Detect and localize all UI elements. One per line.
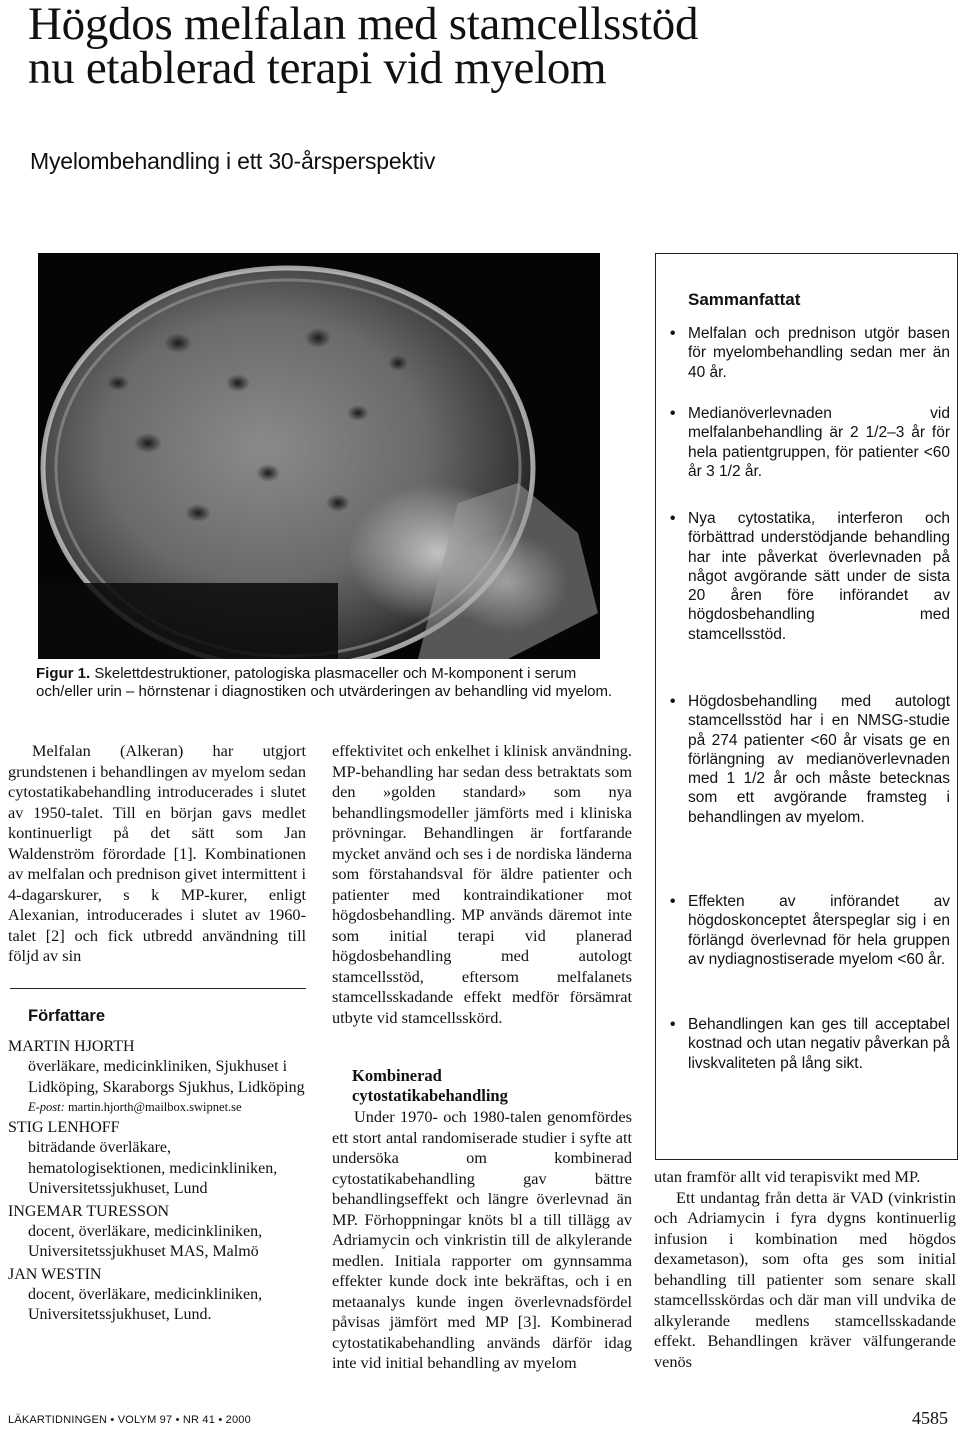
article-subtitle: Myelombehandling i ett 30-årsperspektiv [30, 148, 436, 174]
body-column-1 [8, 741, 306, 967]
title-line-1: Högdos melfalan med stamcellsstöd [28, 0, 699, 50]
title-line-2: nu etablerad terapi vid myelom [28, 42, 607, 94]
author-affiliation: biträdande överläkare, hematologisektionen, medicinkliniken, Universitetssjukhuset, Lund [28, 1139, 278, 1197]
author-name: MARTIN HJORTH [8, 1038, 135, 1055]
authors-divider [10, 988, 306, 989]
summary-bullet-6 [670, 1015, 950, 1073]
summary-bullet-text: Nya cytostatika, interferon och förbättrad understödjande behandling har inte påverkat överlevnaden på något avgörande sätt under de sista 20 åren före införandet av högdosbehandling med stamcellsstöd. [688, 510, 950, 643]
page-number: 4585 [912, 1408, 948, 1428]
summary-bullet-5 [670, 892, 950, 969]
bullet-dot: • [670, 405, 676, 422]
author-name: STIG LENHOFF [8, 1119, 120, 1136]
author-name: INGEMAR TURESSON [8, 1202, 170, 1220]
section-heading-line-1: Kombinerad [352, 1066, 442, 1085]
summary-bullet-text: Högdosbehandling med autologt stamcellsstöd har i en NMSG-studie på 274 patienter <60 år visats ge en förlängning av medianöverlevnaden med 1 1/2 år och måste betecknas som ett avgörande framsteg i behandlingen av myelom. [688, 693, 950, 826]
body-paragraph: effektivitet och enkelhet i klinisk användning. MP-behandling har sedan dess betraktats som den »golden standard» som nya behandlingsmodeller jämförts med i kliniska prövningar. Behandlingen är fortfarande mycket använd och ses i de nordiska länderna som förstahandsval för äldre patienter och patienter med kontraindikationer mot högdosbehandling. MP används däremot inte som initial terapi vid planerad högdosbehandling med autologt stamcellsstöd, eftersom melfalanets stamcellsskadande effekt medför försämrat utbyte vid stamcellsskörd. [332, 741, 632, 1027]
author-entry [8, 1265, 306, 1326]
author-affiliation: överläkare, medicinkliniken, Sjukhuset i Lidköping, Skaraborgs Sjukhus, Lidköping [28, 1058, 305, 1096]
bullet-dot: • [670, 510, 676, 527]
body-paragraph: Melfalan (Alkeran) har utgjort grundstenen i behandlingen av myelom sedan cytostatikabehandling introducerades i slutet av 1950-talet. Till en början gavs medlet kontinuerligt på det sätt som Jan Waldenström förordade [1]. Kombinationen av melfalan och prednison givet intermittent i 4-dagarskurer, s k MP-kurer, enligt Alexanian, introducerades i slutet av 1960-talet [2] och fick utbredd användning till följd av sin [8, 741, 306, 965]
skull-xray-image [38, 253, 600, 659]
bullet-dot: • [670, 893, 676, 910]
section-heading-line-2: cytostatikabehandling [352, 1086, 508, 1105]
author-affiliation: docent, överläkare, medicinkliniken, Universitetssjukhuset MAS, Malmö [28, 1222, 263, 1260]
figure-caption-text: Skelettdestruktioner, patologiska plasmaceller och M-komponent i serum och/eller urin – hörnstenar i diagnostiken och utvärderingen av behandling vid myelom. [36, 665, 613, 700]
summary-bullet-text: Effekten av införandet av högdoskonceptet återspeglar sig i en förlängd överlevnad för hela gruppen av nydiagnostiserade myelom <60 år. [688, 893, 950, 968]
summary-heading: Sammanfattat [688, 290, 801, 309]
author-entry [8, 1202, 306, 1263]
summary-bullet-text: Behandlingen kan ges till acceptabel kostnad och utan negativ påverkan på livskvaliteten på lång sikt. [688, 1016, 950, 1072]
body-paragraph: Under 1970- och 1980-talen genomfördes ett stort antal randomiserade studier i syfte att undersöka om kombinerad cytostatikabehandling gav bättre behandlingseffekt och längre överlevnad än MP. Förhoppningar knöts bl a till tillägg av Adriamycin och vinkristin till de alkylerande medlen. Initiala rapporter om gynnsamma effekter kunde dock inte bekräftas, och i en metaanalys kunde ingen överlevnadsfördel påvisas jämfört med MP [3]. Kombinerad cytostatikabehandling används därför idag inte vid initial behandling av myelom [332, 1107, 632, 1372]
summary-bullet-4 [670, 692, 950, 827]
journal-footer: LÄKARTIDNINGEN • VOLYM 97 • NR 41 • 2000 [8, 1414, 251, 1426]
summary-bullet-1 [670, 324, 950, 382]
author-affiliation: docent, överläkare, medicinkliniken, Universitetssjukhuset, Lund. [28, 1285, 263, 1323]
body-paragraph: Ett undantag från detta är VAD (vinkristin och Adriamycin i fyra dygns kontinuerlig infusion i kombination med högdos dexametason), som ofta ges som initial behandling till patienter som senare skall stamcellsskördas och där man vill undvika de alkylerande medlens stamcellsskadande effekt. Behandlingen kräver välfungerande venös [654, 1187, 956, 1371]
article-title [28, 0, 948, 94]
body-column-2 [332, 741, 632, 1028]
summary-bullet-2 [670, 404, 950, 481]
bullet-dot: • [670, 1016, 676, 1033]
summary-bullet-text: Melfalan och prednison utgör basen för myelombehandling sedan mer än 40 år. [688, 325, 950, 381]
email-label: E-post: [28, 1100, 65, 1114]
author-email [8, 1098, 306, 1116]
author-entry [8, 1037, 306, 1116]
figure-label: Figur 1. [36, 665, 91, 682]
body-column-3 [654, 1167, 956, 1372]
authors-heading: Författare [28, 1007, 106, 1025]
summary-bullet-3 [670, 509, 950, 644]
email-address[interactable]: martin.hjorth@mailbox.swipnet.se [67, 1100, 242, 1114]
bullet-dot: • [670, 693, 676, 710]
summary-bullet-text: Medianöverlevnaden vid melfalanbehandling är 2 1/2–3 år för hela patientgruppen, för patienter <60 år 3 1/2 år. [688, 405, 950, 480]
section-heading [352, 1066, 632, 1106]
bullet-dot: • [670, 325, 676, 342]
figure-caption [36, 665, 636, 701]
body-paragraph: utan framför allt vid terapisvikt med MP. [654, 1167, 921, 1186]
authors-list [8, 1037, 306, 1326]
author-name: JAN WESTIN [8, 1265, 102, 1283]
author-entry [8, 1118, 306, 1200]
body-column-2b [332, 1107, 632, 1374]
